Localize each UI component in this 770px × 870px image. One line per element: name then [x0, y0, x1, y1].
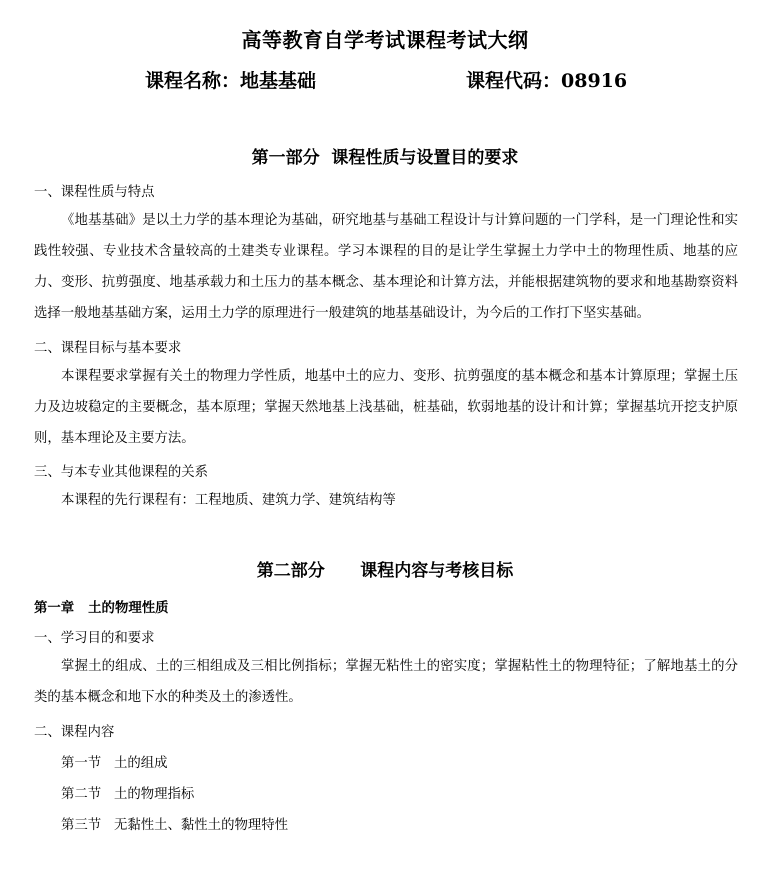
course-code: 课程代码：08916 [466, 70, 628, 92]
part2-heading: 第二部分 课程内容与考核目标 [256, 561, 514, 581]
subsection1-title: 一、学习目的和要求 [34, 631, 155, 646]
section1-title: 一、课程性质与特点 [34, 185, 155, 200]
section3-paragraph: 本课程的先行课程有：工程地质、建筑力学、建筑结构等 [61, 493, 396, 508]
section1-paragraph: 《地基基础》是以土力学的基本理论为基础，研究地基与基础工程设计与计算问题的一门学科，是一门理论性和实践性较强、专业技术含量较高的土建类专业课程。学习本课程的目的是让学生掌握土力学中土的物理性质、地基的应力、变形、抗剪强度、地基承载力和土压力的基本概念、基本理论和计算方法，并能根据建筑物的要求和地基勘察资料选择一般地基基础方案，运用土力学的原理进行一般建筑的地基基础设计，为今后的工作打下坚实基础。 [34, 213, 738, 321]
document-title: 高等教育自学考试课程考试大纲 [241, 28, 529, 52]
subsection1-paragraph: 掌握土的组成、土的三相组成及三相比例指标；掌握无粘性土的密实度；掌握粘性土的物理特征；了解地基土的分类的基本概念和地下水的种类及土的渗透性。 [34, 659, 738, 705]
section3-title: 三、与本专业其他课程的关系 [34, 465, 209, 480]
list-item: 第一节 土的组成 [61, 756, 168, 771]
list-item: 第二节 土的物理指标 [61, 787, 195, 802]
section2-paragraph: 本课程要求掌握有关土的物理力学性质，地基中土的应力、变形、抗剪强度的基本概念和基本计算原理；掌握土压力及边坡稳定的主要概念，基本原理；掌握天然地基上浅基础，桩基础，软弱地基的设计和计算；掌握基坑开挖支护原则，基本理论及主要方法。 [34, 369, 738, 446]
section2-title: 二、课程目标与基本要求 [34, 341, 182, 356]
subsection2-title: 二、课程内容 [34, 725, 115, 740]
list-item: 第三节 无黏性土、黏性土的物理特性 [61, 818, 289, 833]
part1-heading: 第一部分 课程性质与设置目的要求 [251, 148, 519, 168]
course-name: 课程名称：地基基础 [145, 70, 317, 92]
chapter1-title: 第一章 土的物理性质 [34, 601, 169, 616]
